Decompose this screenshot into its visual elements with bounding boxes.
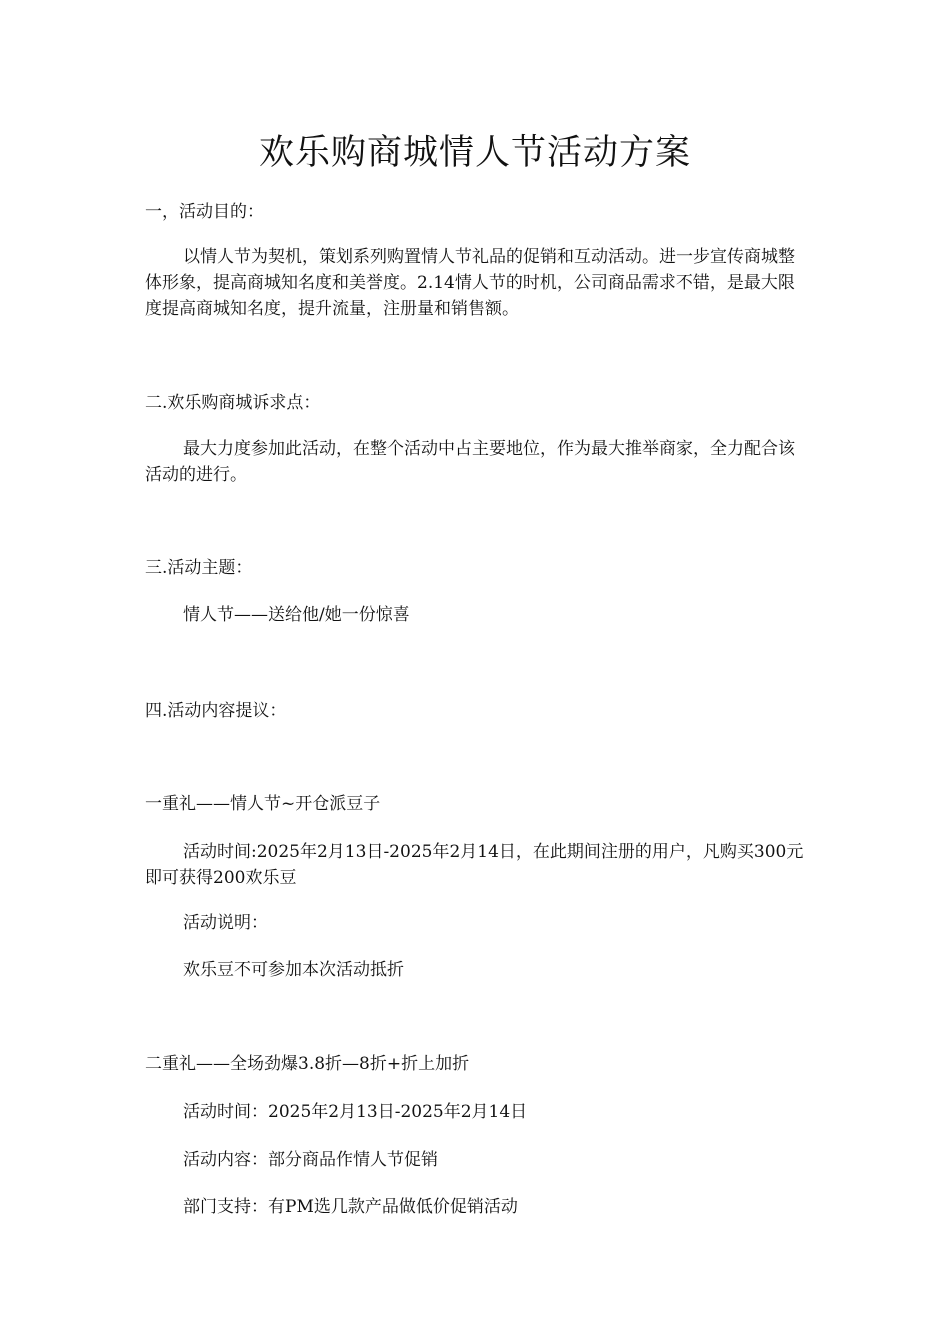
section-4-heading: 四.活动内容提议： [145, 701, 287, 721]
section-3-heading: 三.活动主题： [145, 558, 253, 578]
section-2-heading: 二.欢乐购商城诉求点： [145, 393, 321, 413]
document-title: 欢乐购商城情人节活动方案 [258, 133, 691, 173]
gift-2-content: 活动内容：部分商品作情人节促销 [183, 1150, 438, 1170]
gift-1-note: 欢乐豆不可参加本次活动抵折 [183, 960, 404, 980]
gift-1-heading: 一重礼——情人节~开仓派豆子 [145, 794, 381, 814]
gift-2-support: 部门支持：有PM选几款产品做低价促销活动 [183, 1197, 518, 1217]
gift-1-time: 活动时间:2025年2月13日-2025年2月14日，在此期间注册的用户，凡购买300元即可获得200欢乐豆 [145, 842, 804, 888]
section-1-heading: 一，活动目的： [145, 202, 264, 222]
gift-2-heading: 二重礼——全场劲爆3.8折—8折+折上加折 [145, 1054, 470, 1074]
section-1-body: 以情人节为契机，策划系列购置情人节礼品的促销和互动活动。进一步宣传商城整体形象，提高商城知名度和美誉度。2.14情人节的时机，公司商品需求不错，是最大限度提高商城知名度，提升流量，注册量和销售额。 [145, 247, 795, 319]
section-2-body: 最大力度参加此活动，在整个活动中占主要地位，作为最大推举商家，全力配合该活动的进行。 [145, 439, 795, 485]
gift-1-note-label: 活动说明： [183, 913, 268, 933]
gift-2-time: 活动时间：2025年2月13日-2025年2月14日 [183, 1102, 528, 1122]
section-3-body: 情人节——送给他/她一份惊喜 [183, 605, 410, 625]
